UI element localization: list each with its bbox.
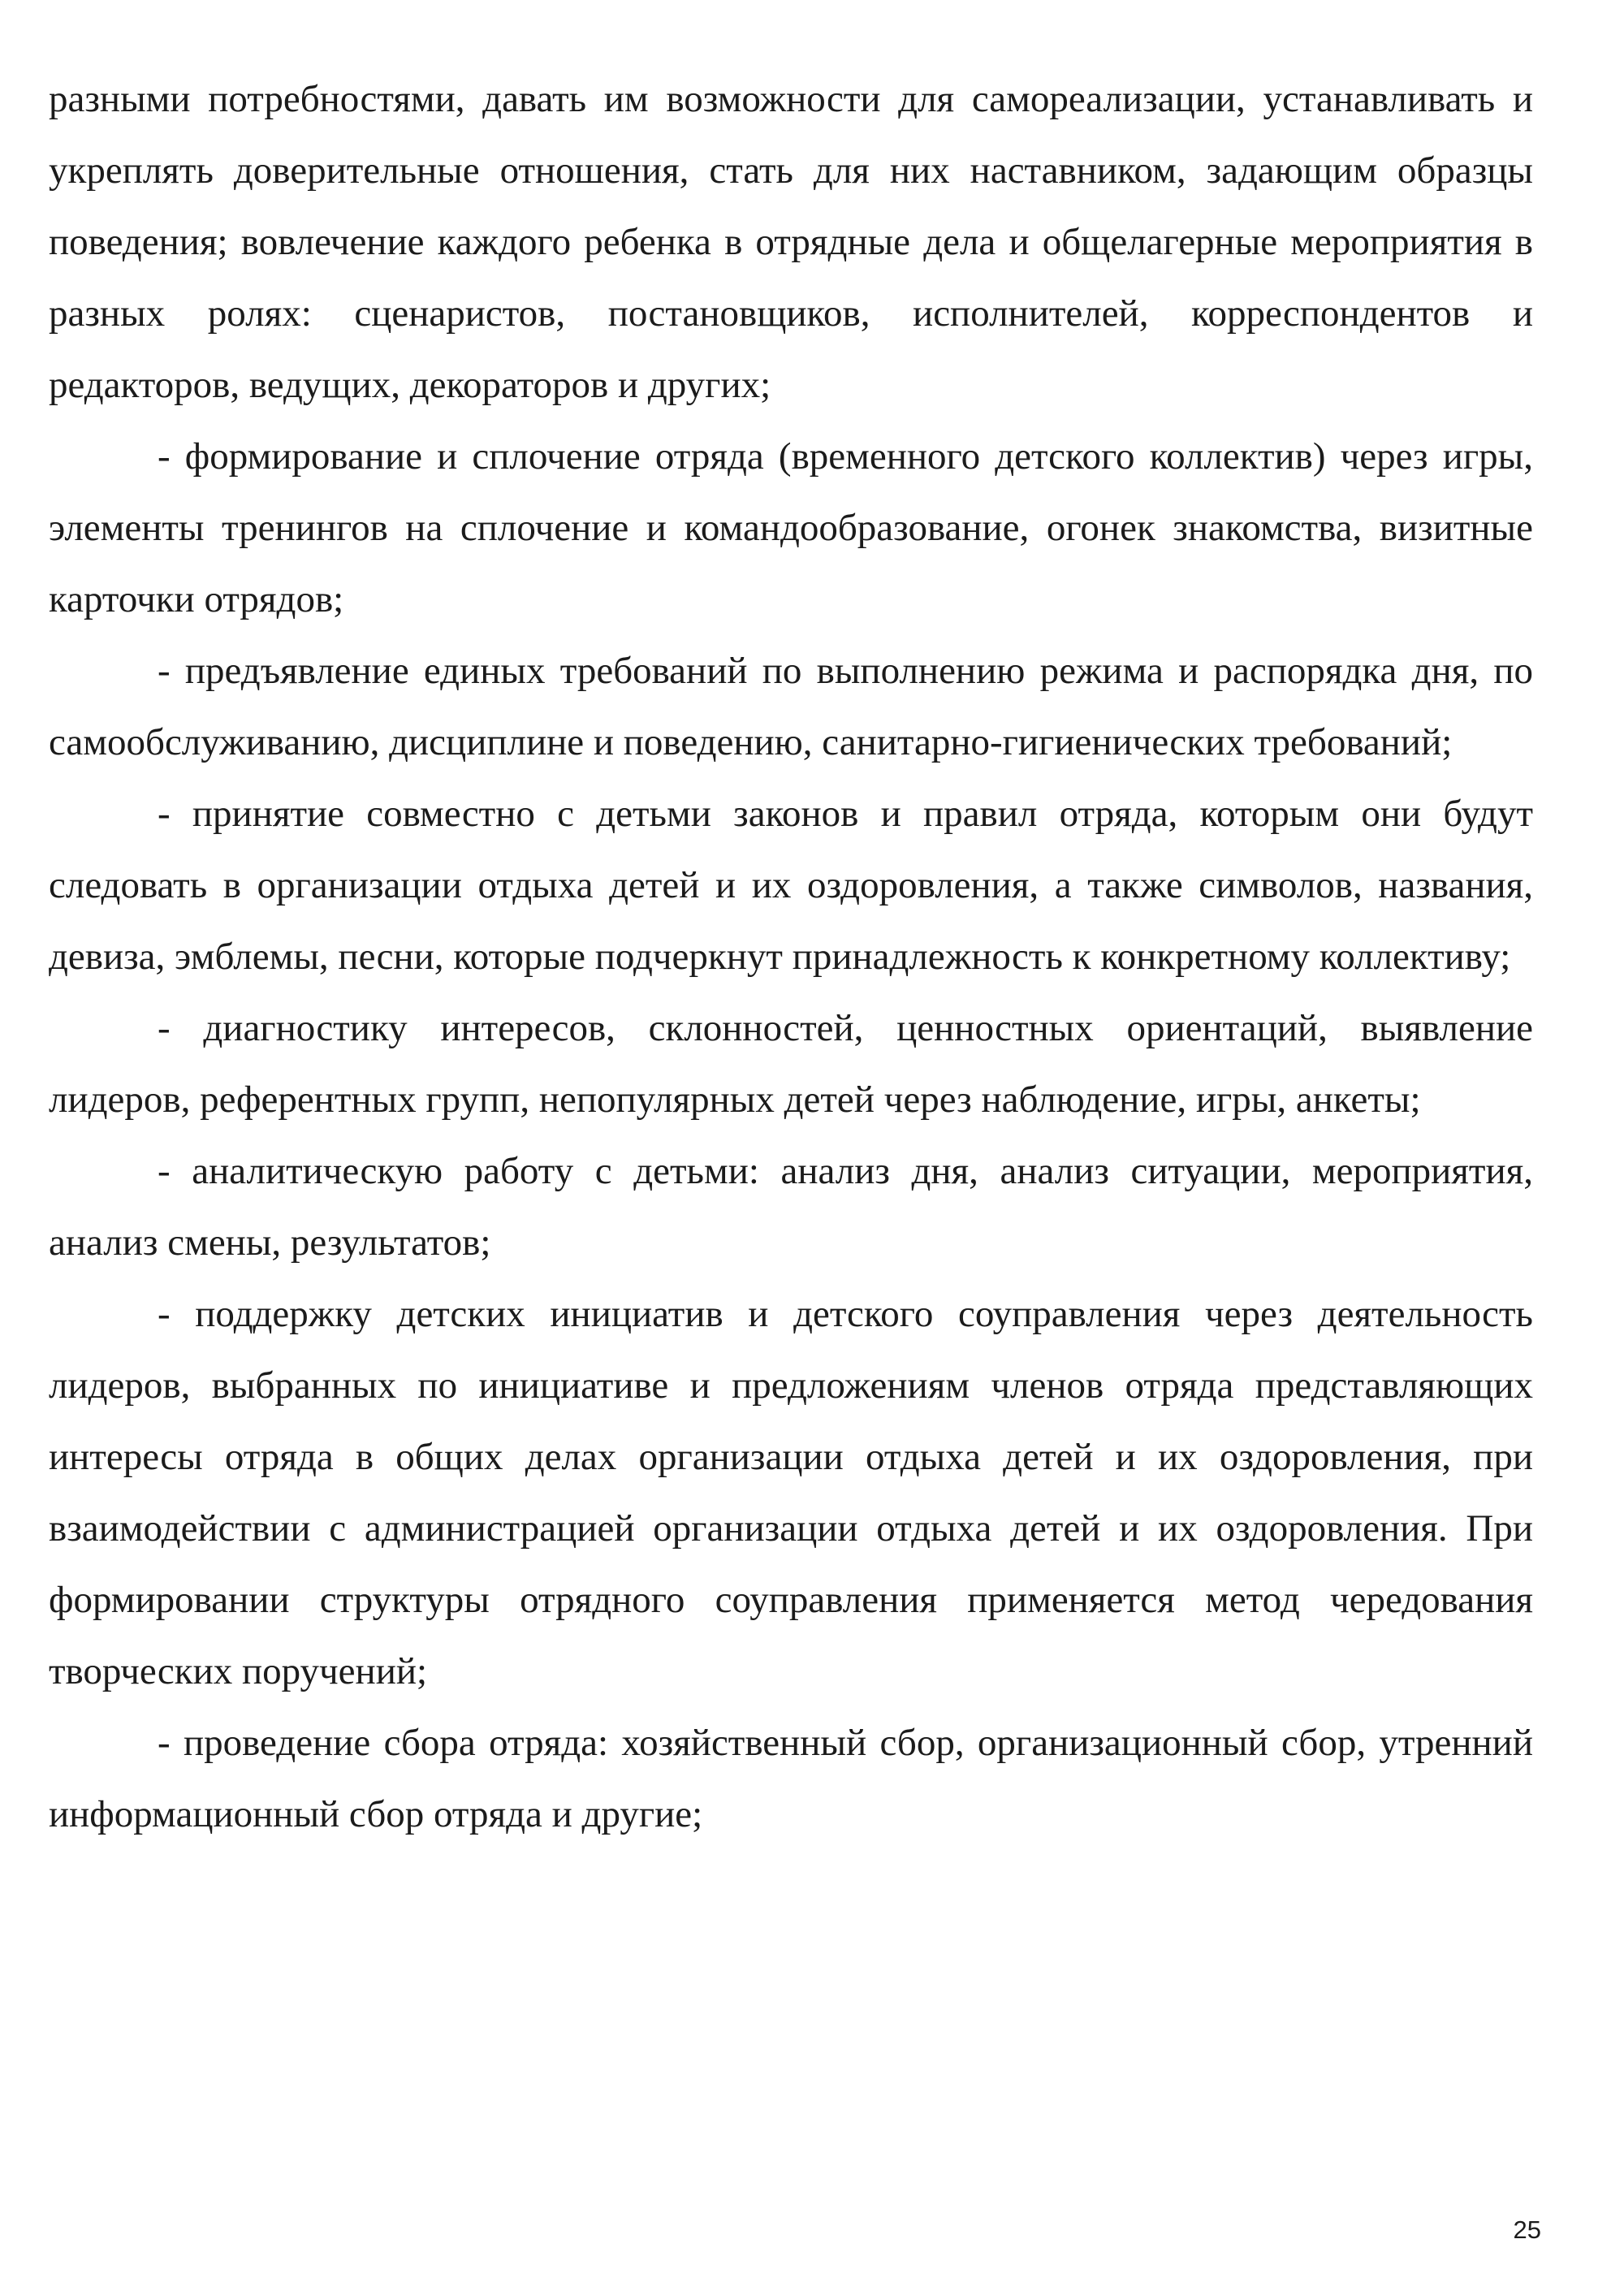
list-item-analytical-work: - аналитическую работу с детьми: анализ дня, анализ ситуации, мероприятия, анализ смены, результатов;	[49, 1150, 1533, 1264]
body-text	[49, 63, 1533, 1850]
list-item-self-governance: - поддержку детских инициатив и детского соуправления через деятельность лидеров, выбранных по инициативе и предложениям членов отряда представляющих интересы отряда в общих делах организации отдыха детей и их оздоровления, при взаимодействии с администрацией организации отдыха детей и их оздоровления. При формировании структуры отрядного соуправления применяется метод чередования творческих поручений;	[49, 1293, 1533, 1692]
list-item-laws-and-rules: - принятие совместно с детьми законов и правил отряда, которым они будут следовать в организации отдыха детей и их оздоровления, а также символов, названия, девиза, эмблемы, песни, которые подчеркнут принадлежность к конкретному коллективу;	[49, 793, 1533, 978]
paragraph-continuation: разными потребностями, давать им возможности для самореализации, устанавливать и укреплять доверительные отношения, стать для них наставником, задающим образцы поведения; вовлечение каждого ребенка в отрядные дела и общелагерные мероприятия в разных ролях: сценаристов, постановщиков, исполнителей, корреспондентов и редакторов, ведущих, декораторов и других;	[49, 78, 1533, 406]
list-item-team-meetings: - проведение сбора отряда: хозяйственный сбор, организационный сбор, утренний информационный сбор отряда и другие;	[49, 1722, 1533, 1835]
page-number: 25	[1513, 2215, 1541, 2244]
list-item-team-building: - формирование и сплочение отряда (временного детского коллектив) через игры, элементы тренингов на сплочение и командообразование, огонек знакомства, визитные карточки отрядов;	[49, 435, 1533, 620]
list-item-unified-requirements: - предъявление единых требований по выполнению режима и распорядка дня, по самообслуживанию, дисциплине и поведению, санитарно-гигиенических требований;	[49, 650, 1533, 763]
list-item-diagnostics: - диагностику интересов, склонностей, ценностных ориентаций, выявление лидеров, референтных групп, непопулярных детей через наблюдение, игры, анкеты;	[49, 1007, 1533, 1121]
